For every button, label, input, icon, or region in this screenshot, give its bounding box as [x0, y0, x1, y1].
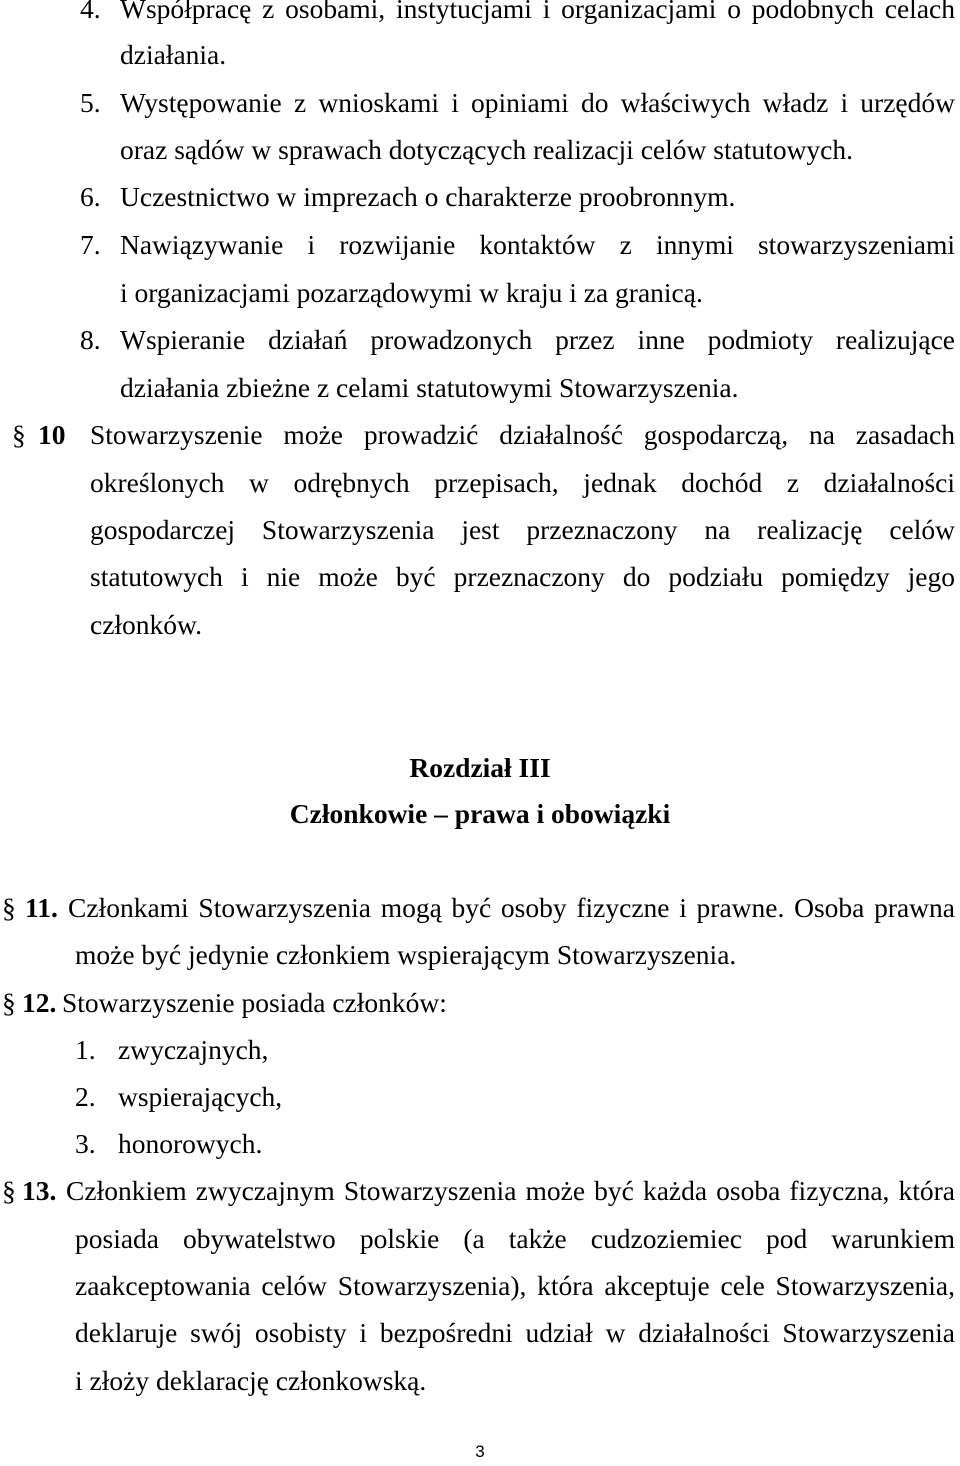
goal-item-4-number: 4.: [80, 0, 101, 24]
goal-item-6-number: 6.: [80, 181, 101, 212]
section-13-line-3: zaakceptowania celów Stowarzyszenia), która akceptuje cele Stowarzyszenia,: [75, 1270, 955, 1301]
member-type-1-text: zwyczajnych,: [118, 1034, 269, 1065]
section-10-line-2: określonych w odrębnych przepisach, jednak dochód z działalności: [90, 467, 955, 498]
goal-item-8-number: 8.: [80, 324, 101, 355]
section-11-symbol: §: [2, 892, 16, 923]
goal-item-4-line-1: Współpracę z osobami, instytucjami i organizacjami o podobnych celach: [120, 0, 955, 24]
section-13-symbol: §: [2, 1175, 16, 1206]
goal-item-6-line-1: Uczestnictwo w imprezach o charakterze proobronnym.: [120, 181, 736, 212]
goal-item-7-line-2: i organizacjami pozarządowymi w kraju i za granicą.: [120, 277, 703, 308]
section-10-line-1: Stowarzyszenie może prowadzić działalność gospodarczą, na zasadach: [90, 419, 955, 450]
section-11-line-2: może być jedynie członkiem wspierającym Stowarzyszenia.: [75, 939, 737, 970]
section-10-line-3: gospodarczej Stowarzyszenia jest przeznaczony na realizację celów: [90, 514, 955, 545]
member-type-2-number: 2.: [75, 1081, 96, 1112]
section-12-symbol: §: [2, 987, 16, 1018]
section-13-line-1: Członkiem zwyczajnym Stowarzyszenia może być każda osoba fizyczna, która: [66, 1175, 955, 1206]
section-10-line-5: członków.: [90, 609, 203, 640]
chapter-title: Rozdział III: [409, 752, 551, 783]
section-13-line-2: posiada obywatelstwo polskie (a także cudzoziemiec pod warunkiem: [75, 1223, 955, 1254]
goal-item-5-line-1: Występowanie z wnioskami i opiniami do właściwych władz i urzędów: [120, 87, 955, 118]
goal-item-8-line-2: działania zbieżne z celami statutowymi Stowarzyszenia.: [120, 372, 739, 403]
section-13-line-4: deklaruje swój osobisty i bezpośredni udział w działalności Stowarzyszenia: [75, 1317, 955, 1348]
member-type-3-text: honorowych.: [118, 1128, 263, 1159]
chapter-subtitle: Członkowie – prawa i obowiązki: [289, 798, 671, 829]
section-10-symbol: §: [12, 419, 26, 450]
section-13-number: 13.: [22, 1175, 57, 1206]
goal-item-7-number: 7.: [80, 229, 101, 260]
section-11-line-1: Członkami Stowarzyszenia mogą być osoby fizyczne i prawne. Osoba prawna: [68, 892, 955, 923]
section-11-number: 11.: [25, 892, 58, 923]
section-12-number: 12.: [22, 987, 57, 1018]
section-10-line-4: statutowych i nie może być przeznaczony do podziału pomiędzy jego: [90, 561, 955, 592]
member-type-2-text: wspierających,: [118, 1081, 283, 1112]
page-number: 3: [475, 1442, 485, 1461]
goal-item-4-line-2: działania.: [120, 39, 227, 70]
section-12-line-1: Stowarzyszenie posiada członków:: [62, 987, 447, 1018]
goal-item-7-line-1: Nawiązywanie i rozwijanie kontaktów z innymi stowarzyszeniami: [120, 229, 955, 260]
member-type-3-number: 3.: [75, 1128, 96, 1159]
goal-item-5-line-2: oraz sądów w sprawach dotyczących realizacji celów statutowych.: [120, 134, 854, 165]
section-10-number: 10: [38, 419, 66, 450]
member-type-1-number: 1.: [75, 1034, 96, 1065]
goal-item-8-line-1: Wspieranie działań prowadzonych przez inne podmioty realizujące: [120, 324, 955, 355]
section-13-line-5: i złoży deklarację członkowską.: [75, 1365, 427, 1396]
goal-item-5-number: 5.: [80, 87, 101, 118]
